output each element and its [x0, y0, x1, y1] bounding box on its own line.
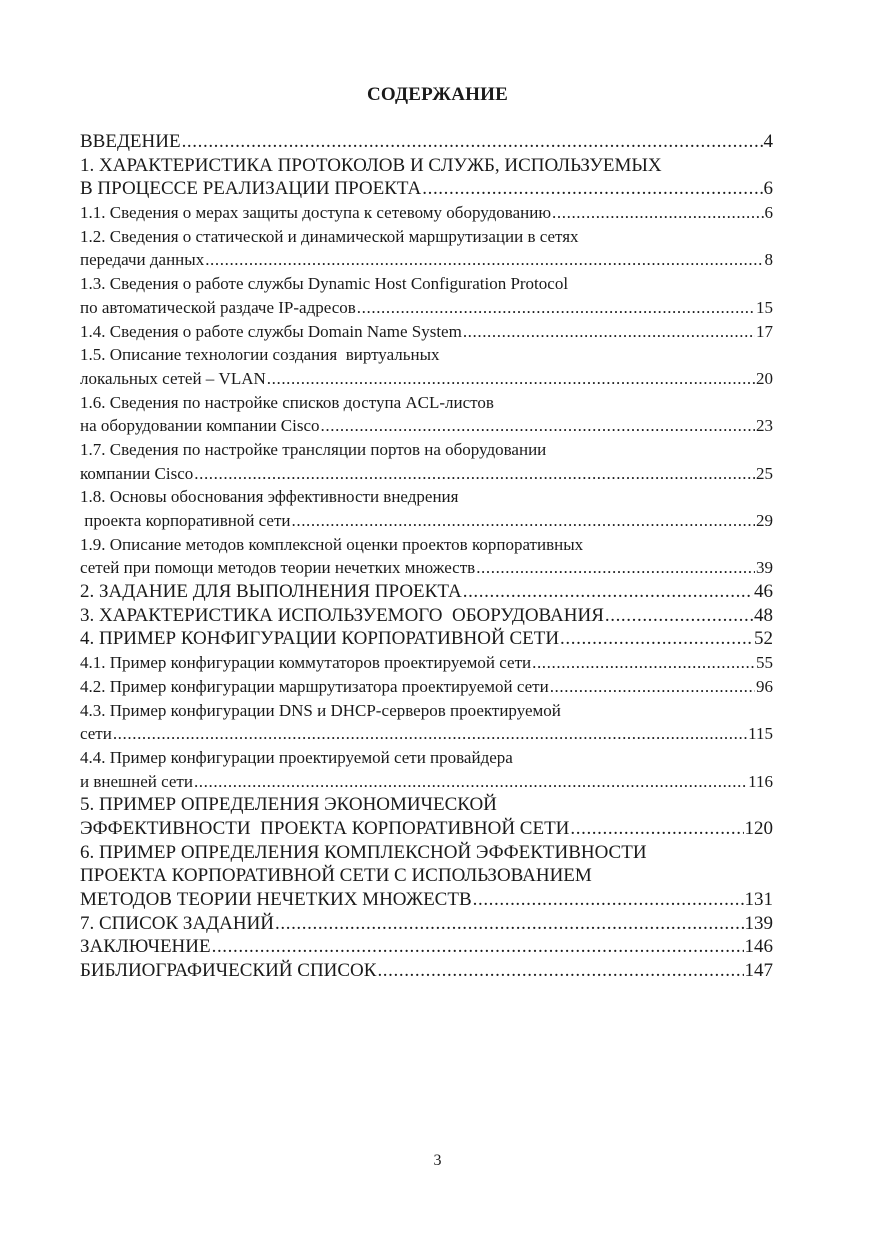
dot-leader — [275, 912, 743, 936]
toc-entry — [80, 533, 773, 580]
toc-entry — [80, 343, 773, 390]
dot-leader — [212, 935, 744, 959]
toc-page-number: 23 — [756, 416, 773, 436]
toc-entry-title: сетей при помощи методов теории нечетких множеств — [80, 558, 476, 578]
toc-entry-line — [80, 272, 773, 296]
toc-entry-title: 5. ПРИМЕР ОПРЕДЕЛЕНИЯ ЭКОНОМИЧЕСКОЙ — [80, 794, 497, 816]
toc-entry — [80, 959, 773, 983]
toc-page-number: 52 — [754, 628, 773, 650]
dot-leader — [570, 817, 743, 841]
toc-entry-line — [80, 580, 773, 604]
toc-entry-line — [80, 935, 773, 959]
toc-entry-line — [80, 485, 773, 509]
toc-page-number: 146 — [744, 936, 773, 958]
toc-entry-line — [80, 343, 773, 367]
toc-entry-line — [80, 627, 773, 651]
toc-entry-line — [80, 604, 773, 628]
dot-leader — [182, 130, 763, 154]
toc-page-number: 15 — [756, 297, 773, 317]
toc-entry-line — [80, 556, 773, 580]
dot-leader — [377, 959, 743, 983]
toc-entry-line — [80, 651, 773, 675]
toc-page-number: 96 — [756, 676, 773, 696]
toc-entry-line — [80, 888, 773, 912]
dot-leader — [550, 675, 755, 699]
toc-entry-line — [80, 817, 773, 841]
dot-leader — [321, 414, 755, 438]
dot-leader — [463, 580, 753, 604]
toc-entry-title: 3. ХАРАКТЕРИСТИКА ИСПОЛЬЗУЕМОГО ОБОРУДОВАНИЯ — [80, 604, 604, 626]
toc-entry-line — [80, 130, 773, 154]
toc-entry-line — [80, 367, 773, 391]
toc-entry-title: 1.7. Сведения по настройке трансляции портов на оборудовании — [80, 439, 547, 459]
toc-entry-title: ВВЕДЕНИЕ — [80, 131, 181, 152]
toc-entry — [80, 793, 773, 840]
toc-page-number: 55 — [756, 653, 773, 673]
dot-leader — [205, 248, 763, 272]
toc-entry-line — [80, 793, 773, 817]
toc-entry-line — [80, 864, 773, 888]
toc-entry-title: 4. ПРИМЕР КОНФИГУРАЦИИ КОРПОРАТИВНОЙ СЕТИ — [80, 628, 560, 650]
toc-entry-line — [80, 154, 773, 178]
toc-entry-line — [80, 699, 773, 723]
toc-page-number: 20 — [756, 368, 773, 388]
toc-entry-title: и внешней сети — [80, 771, 193, 791]
table-of-contents — [80, 130, 773, 983]
toc-entry-title: 1.5. Описание технологии создания виртуальных — [80, 345, 440, 365]
toc-entry — [80, 225, 773, 272]
toc-entry-line — [80, 746, 773, 770]
toc-page-number: 25 — [756, 463, 773, 483]
toc-page-number: 6 — [763, 178, 773, 200]
toc-entry-title: 7. СПИСОК ЗАДАНИЙ — [80, 912, 275, 934]
toc-page-number: 147 — [744, 960, 773, 982]
toc-entry — [80, 746, 773, 793]
toc-entry-title: 4.1. Пример конфигурации коммутаторов проектируемой сети — [80, 653, 532, 673]
toc-entry-line — [80, 248, 773, 272]
dot-leader — [473, 888, 744, 912]
toc-entry-title: сети — [80, 724, 112, 744]
toc-page-number: 4 — [763, 131, 773, 152]
toc-page-number: 8 — [764, 250, 773, 270]
toc-entry-title: 1.9. Описание методов комплексной оценки проектов корпоративных — [80, 534, 584, 554]
toc-entry — [80, 272, 773, 319]
toc-page-number: 115 — [748, 724, 773, 744]
toc-entry — [80, 935, 773, 959]
dot-leader — [194, 462, 755, 486]
toc-entry-line — [80, 296, 773, 320]
toc-entry-title: БИБЛИОГРАФИЧЕСКИЙ СПИСОК — [80, 960, 377, 982]
toc-entry-line — [80, 722, 773, 746]
toc-entry-title: проекта корпоративной сети — [80, 511, 291, 530]
toc-entry-title: 1.3. Сведения о работе службы Dynamic Host Configuration Protocol — [80, 274, 569, 294]
toc-page-number: 139 — [744, 912, 773, 934]
toc-entry — [80, 604, 773, 628]
dot-leader — [476, 556, 755, 580]
toc-entry-line — [80, 177, 773, 201]
toc-entry-line — [80, 201, 773, 225]
toc-entry — [80, 627, 773, 651]
toc-entry-title: передачи данных — [80, 250, 205, 270]
toc-entry-line — [80, 462, 773, 486]
toc-entry-line — [80, 675, 773, 699]
toc-entry-line — [80, 320, 773, 344]
toc-entry-title: ПРОЕКТА КОРПОРАТИВНОЙ СЕТИ С ИСПОЛЬЗОВАНИЕМ — [80, 865, 592, 887]
toc-entry — [80, 841, 773, 912]
toc-entry-line — [80, 509, 773, 533]
toc-entry — [80, 201, 773, 225]
toc-page-number: 29 — [756, 511, 773, 530]
toc-entry-title: 4.4. Пример конфигурации проектируемой сети провайдера — [80, 747, 513, 767]
toc-entry-title: 1. ХАРАКТЕРИСТИКА ПРОТОКОЛОВ И СЛУЖБ, ИСПОЛЬЗУЕМЫХ — [80, 154, 662, 176]
toc-page-number: 39 — [756, 558, 773, 578]
dot-leader — [292, 509, 756, 533]
dot-leader — [463, 320, 755, 344]
dot-leader — [113, 722, 747, 746]
toc-entry-line — [80, 770, 773, 794]
toc-entry — [80, 154, 773, 201]
toc-title: СОДЕРЖАНИЕ — [367, 84, 508, 105]
toc-entry-title: 1.1. Сведения о мерах защиты доступа к сетевому оборудованию — [80, 203, 552, 223]
toc-entry-title: 1.6. Сведения по настройке списков доступа ACL-листов — [80, 392, 494, 412]
dot-leader — [194, 770, 747, 794]
dot-leader — [357, 296, 755, 320]
toc-page-number: 131 — [744, 889, 773, 910]
toc-entry — [80, 699, 773, 746]
toc-entry-title: на оборудовании компании Cisco — [80, 416, 320, 436]
toc-entry-line — [80, 533, 773, 557]
dot-leader — [552, 201, 763, 225]
toc-entry-title: по автоматической раздаче IP-адресов — [80, 297, 356, 317]
toc-entry — [80, 675, 773, 699]
toc-entry-title: 4.2. Пример конфигурации маршрутизатора проектируемой сети — [80, 676, 549, 696]
dot-leader — [267, 367, 755, 391]
toc-entry-line — [80, 438, 773, 462]
toc-entry — [80, 580, 773, 604]
toc-page-number: 6 — [764, 203, 773, 223]
toc-page-number: 46 — [754, 581, 773, 603]
toc-entry-line — [80, 391, 773, 415]
toc-entry — [80, 912, 773, 936]
toc-entry-title: 1.8. Основы обоснования эффективности внедрения — [80, 487, 459, 507]
toc-entry-title: ЭФФЕКТИВНОСТИ ПРОЕКТА КОРПОРАТИВНОЙ СЕТИ — [80, 817, 570, 839]
toc-entry — [80, 438, 773, 485]
toc-entry-title: компании Cisco — [80, 463, 194, 483]
toc-entry-title: 4.3. Пример конфигурации DNS и DHCP-серверов проектируемой — [80, 700, 561, 720]
toc-entry-title: 6. ПРИМЕР ОПРЕДЕЛЕНИЯ КОМПЛЕКСНОЙ ЭФФЕКТИВНОСТИ — [80, 841, 647, 863]
dot-leader — [422, 177, 762, 201]
dot-leader — [560, 627, 753, 651]
toc-entry-line — [80, 414, 773, 438]
toc-entry — [80, 651, 773, 675]
page-number: 3 — [433, 1152, 442, 1169]
toc-entry — [80, 130, 773, 154]
toc-page-number: 48 — [754, 604, 773, 626]
toc-entry-title: МЕТОДОВ ТЕОРИИ НЕЧЕТКИХ МНОЖЕСТВ — [80, 889, 472, 910]
toc-entry-line — [80, 959, 773, 983]
toc-entry-title: локальных сетей – VLAN — [80, 368, 266, 388]
toc-entry-title: 2. ЗАДАНИЕ ДЛЯ ВЫПОЛНЕНИЯ ПРОЕКТА — [80, 581, 462, 603]
toc-entry-title: 1.2. Сведения о статической и динамической маршрутизации в сетях — [80, 226, 579, 246]
toc-entry-title: 1.4. Сведения о работе службы Domain Name System — [80, 321, 462, 341]
toc-page-number: 17 — [756, 321, 773, 341]
toc-entry-title: ЗАКЛЮЧЕНИЕ — [80, 936, 211, 958]
dot-leader — [605, 604, 753, 628]
toc-entry — [80, 320, 773, 344]
toc-entry-title: В ПРОЦЕССЕ РЕАЛИЗАЦИИ ПРОЕКТА — [80, 178, 422, 200]
toc-entry-line — [80, 841, 773, 865]
toc-entry — [80, 391, 773, 438]
dot-leader — [532, 651, 755, 675]
toc-entry-line — [80, 912, 773, 936]
toc-entry-line — [80, 225, 773, 249]
toc-page-number: 116 — [748, 771, 773, 791]
toc-entry — [80, 485, 773, 532]
toc-page-number: 120 — [744, 817, 773, 839]
